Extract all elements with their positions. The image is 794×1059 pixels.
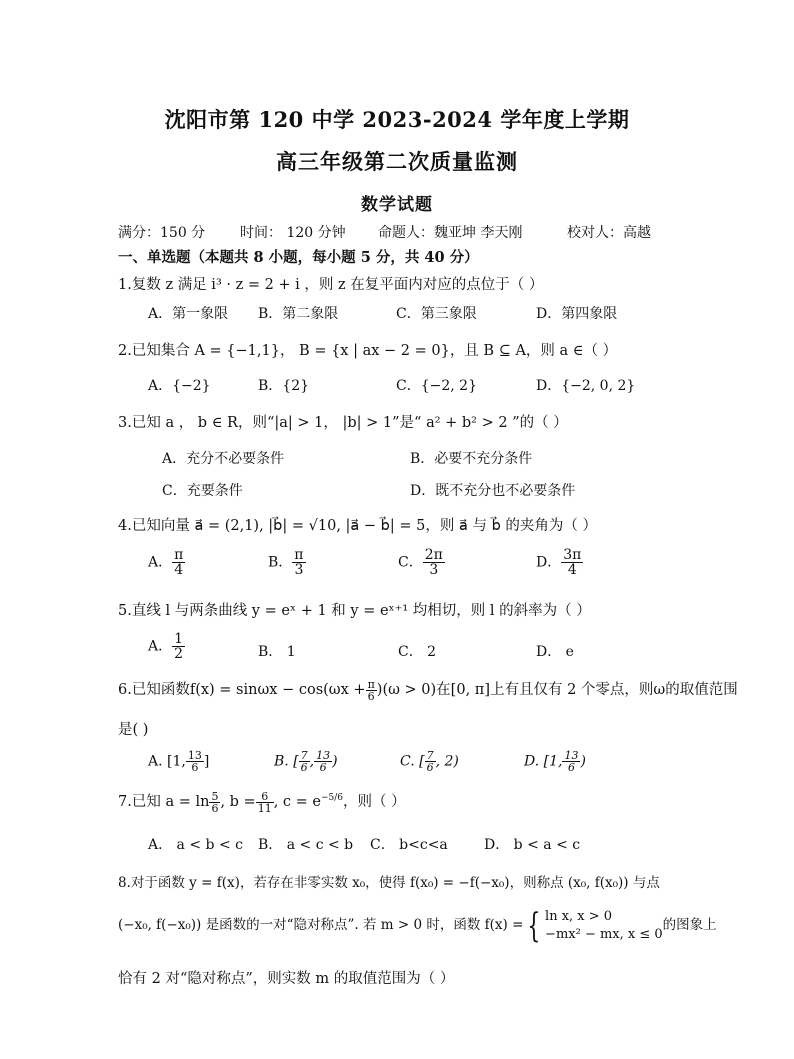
- question-1-stem: 1.复数 z 满足 i³ · z = 2 + i ，则 z 在复平面内对应的点位于（ ）: [118, 277, 544, 293]
- q2-option-d: D．{−2, 0, 2}: [536, 378, 636, 394]
- question-8-line-3: 恰有 2 对“隐对称点”，则实数 m 的取值范围为（ ）: [118, 971, 455, 987]
- q4-option-d: D． $\frac{3\pi}{4}$: [536, 547, 582, 578]
- q4-option-c: C． $\frac{2\pi}{3}$: [398, 547, 443, 578]
- q3-option-c: C．充要条件: [162, 483, 243, 499]
- q7-option-a: A． a < b < c: [148, 837, 243, 853]
- meta-score: 满分：150 分: [118, 225, 206, 241]
- question-3-stem: 3.已知 a ， b ∈ R，则“|a| > 1， |b| > 1”是“ a² + b² > 2 ”的（ ）: [118, 415, 568, 431]
- q7-option-d: D． b < a < c: [484, 837, 581, 853]
- question-6-stem-cont: 是( ): [118, 722, 149, 738]
- q1-option-a: A．第一象限: [148, 306, 229, 322]
- q4-option-b: B． $\frac{\pi}{3}$: [268, 547, 304, 578]
- q2-option-c: C．{−2, 2}: [396, 378, 477, 394]
- q3-option-a: A．充分不必要条件: [162, 451, 285, 467]
- q1-option-c: C．第三象限: [396, 306, 477, 322]
- q2-option-a: A．{−2}: [148, 378, 211, 394]
- q3-option-d: D．既不充分也不必要条件: [410, 483, 576, 499]
- question-8-line-2: (−x₀, f(−x₀)) 是函数的一对“隐对称点”. 若 m > 0 时，函数 f(x) = { ln x, x > 0 −mx² − mx, x ≤ 0 的图象上: [118, 905, 717, 946]
- q5-option-b: B． 1: [258, 644, 296, 660]
- q5-option-d: D． e: [536, 644, 574, 660]
- meta-time: 时间： 120 分钟: [240, 225, 346, 241]
- q4-option-a: A． $\frac{\pi}{4}$: [148, 547, 184, 578]
- left-brace-icon: {: [527, 905, 541, 946]
- question-4-stem: 4.已知向量 a⃗ = (2,1), |b⃗| = √10, |a⃗ − b⃗| = 5，则 a⃗ 与 b⃗ 的夹角为（ ）: [118, 518, 597, 534]
- q7-option-c: C． b<c<a: [370, 837, 448, 853]
- q6-option-b: B. [ $\frac{7}{6}$ , $\frac{13}{6}$ ): [274, 749, 338, 774]
- question-5-stem: 5.直线 l 与两条曲线 y = eˣ + 1 和 y = eˣ⁺¹ 均相切，则 l 的斜率为（ ）: [118, 603, 591, 619]
- q3-option-b: B．必要不充分条件: [410, 451, 533, 467]
- title-subject: 数学试题: [361, 195, 433, 215]
- question-6-stem: 6.已知函数f(x) = sinωx − cos(ωx + $\frac{\pi}{6}$ )(ω > 0)在[0, π]上有且仅有 2 个零点，则ω的取值范围: [118, 677, 738, 703]
- q5-option-a: A． $\frac{1}{2}$: [148, 631, 184, 662]
- q6-option-a: A. [1, $\frac{13}{6}$ ]: [148, 749, 210, 774]
- q7-option-b: B． a < c < b: [258, 837, 354, 853]
- q6-option-c: C. [ $\frac{7}{6}$ , 2): [400, 749, 459, 774]
- title-exam-name: 高三年级第二次质量监测: [276, 149, 518, 174]
- question-8-line-1: 8.对于函数 y = f(x)，若存在非零实数 x₀，使得 f(x₀) = −f(−x₀)，则称点 (x₀, f(x₀)) 与点: [118, 875, 660, 891]
- question-7-stem: 7.已知 a = ln $\frac{5}{6}$ , b = $\frac{6}{11}$ , $c = e^{-5/6}$，则（ ）: [118, 789, 406, 815]
- meta-authors: 命题人：魏亚坤 李天刚: [378, 225, 523, 241]
- section-heading: 一、单选题（本题共 8 小题，每小题 5 分，共 40 分）: [118, 249, 479, 266]
- question-2-stem: 2.已知集合 A = {−1,1}， B = {x | ax − 2 = 0}，且 B ⊆ A，则 a ∈（ ）: [118, 343, 618, 359]
- meta-checker: 校对人：高越: [567, 225, 651, 241]
- q1-option-d: D．第四象限: [536, 306, 618, 322]
- title-school-term: 沈阳市第 120 中学 2023-2024 学年度上学期: [164, 107, 630, 132]
- q2-option-b: B．{2}: [258, 378, 310, 394]
- q5-option-c: C． 2: [398, 644, 437, 660]
- q1-option-b: B．第二象限: [258, 306, 339, 322]
- q6-option-d: D. [1, $\frac{13}{6}$ ): [524, 749, 586, 774]
